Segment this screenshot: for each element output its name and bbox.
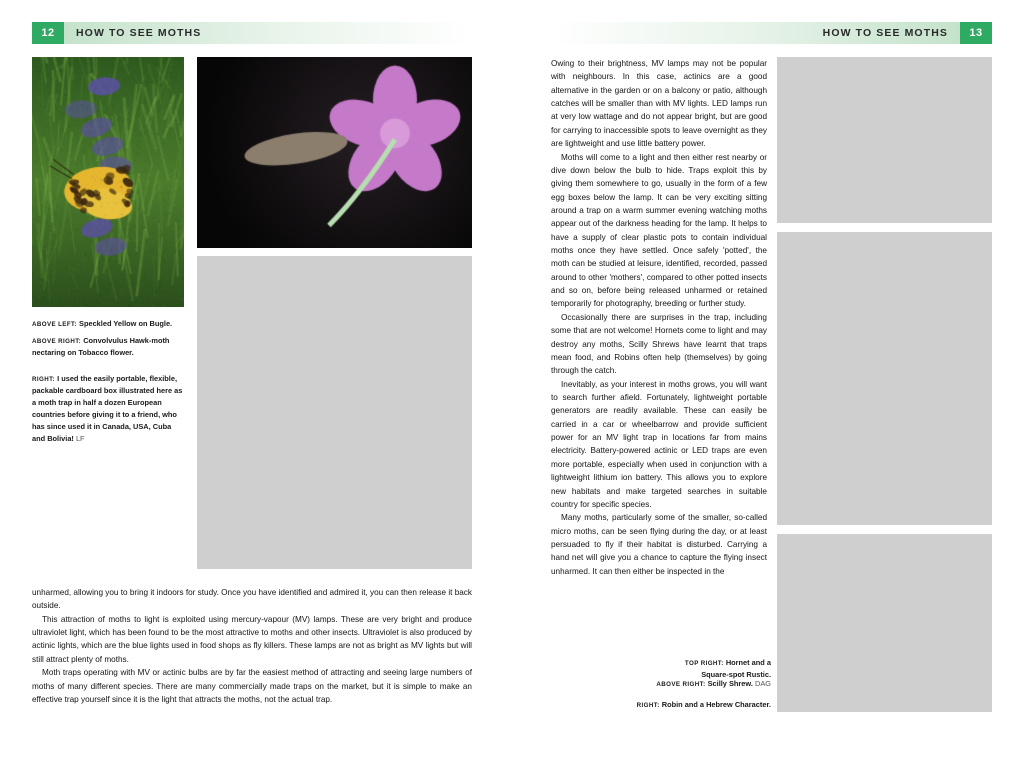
paragraph: Owing to their brightness, MV lamps may not be popular with neighbours. In this case, actinics are a good alternative in the garden or on a balcony or patio, although catches will be smaller than with MV lights. LED lamps run at very low wattage and do not appear bright, but are good for carrying to inaccessible spots to leave overnight as they are lightweight and use little battery power. — [551, 59, 767, 149]
photo-convolvulus-hawk-moth — [197, 57, 472, 248]
photo-speckled-yellow — [32, 57, 184, 307]
caption-lead: RIGHT: — [32, 376, 56, 383]
caption-right-robin — [630, 699, 771, 711]
caption-above-right — [32, 335, 184, 359]
caption-lead: ABOVE RIGHT: — [656, 681, 706, 688]
photo-hornet-square-spot-rustic — [777, 57, 992, 223]
caption-text: Robin and a Hebrew Character. — [659, 700, 771, 709]
left-page-header — [32, 22, 472, 44]
right-page-body-text — [551, 57, 767, 578]
right-page-header — [551, 22, 992, 44]
caption-text: Speckled Yellow on Bugle. — [76, 319, 173, 328]
caption-text: I used the easily portable, flexible, packable cardboard box illustrated here as a moth trap in half a dozen European countries before giving it to a friend, who has since used it in Canada, USA, Cuba and Bolivia! — [32, 374, 183, 443]
left-page-body-text — [32, 586, 472, 706]
photo-moth-trap — [197, 256, 472, 569]
page-gutter — [512, 0, 513, 769]
caption-text: Scilly Shrew. — [705, 679, 753, 688]
paragraph: Inevitably, as your interest in moths grows, you will want to search further afield. Fortunately, lightweight portable generators are readily available. These can easily be carried in a car or wheelbarrow and provide sufficient power for an MV light trap in locations far from mains electricity. Battery-powered actinic or LED traps are even more portable, especially when used in conjunction with a lightweight lithium ion battery. This allows you to explore new habitats and make targeted searches in suitable country for specific species. — [551, 379, 767, 509]
paragraph: Moths will come to a light and then either rest nearby or dive down below the bulb to hide. Traps exploit this by giving them somewhere to go, usually in the form of a few egg boxes below the lamp. It can be very exciting sitting around a trap on a warm summer evening watching moths appear out of the darkness heading for the lamp. It helps to have a supply of clear plastic pots to contain individual moths once they have settled. Once safely 'potted', the moth can be studied at leisure, identified, recorded, passed around to other 'mothers', compared to other potted insects and so on, before being released unharmed or retained temporarily for photography, breeding or further study. — [551, 152, 767, 309]
paragraph: Moth traps operating with MV or actinic bulbs are by far the easiest method of attracting and seeing large numbers of moths of many different species. There are many commercially made traps on the market, but it is simple to make an effective trap yourself since it is the light that attracts the moths, not the actual trap. — [32, 668, 472, 704]
photo-scilly-shrew — [777, 232, 992, 525]
caption-right-trap — [32, 373, 184, 445]
caption-text: Hornet and a Square-spot Rustic. — [701, 658, 771, 680]
right-page-running-head: HOW TO SEE MOTHS — [822, 27, 948, 39]
caption-lead: ABOVE RIGHT: — [32, 338, 82, 345]
left-page-folio: 12 — [32, 22, 64, 44]
caption-lead: TOP RIGHT: — [684, 660, 724, 667]
caption-above-left — [32, 318, 184, 330]
paragraph: Many moths, particularly some of the smaller, so-called micro moths, can be seen flying during the day, or at least persuaded to fly if their habitat is disturbed. Carrying a hand net will give you a chance to capture the flying insect unharmed. It can then either be inspected in the — [551, 513, 767, 576]
caption-lead: RIGHT: — [636, 702, 660, 709]
left-page-running-head: HOW TO SEE MOTHS — [76, 27, 202, 39]
right-page-folio: 13 — [960, 22, 992, 44]
paragraph: Occasionally there are surprises in the trap, including some that are not welcome! Hornets come to light and may destroy any moths, Scilly Shrews have learnt that traps mean food, and Robins often help (themselves) by going through the catch. — [551, 312, 767, 376]
caption-lead: ABOVE LEFT: — [32, 321, 77, 328]
paragraph: unharmed, allowing you to bring it indoors for study. Once you have identified and admired it, you can then release it back outside. — [32, 588, 472, 611]
caption-credit: DAG — [752, 679, 771, 688]
caption-credit: LF — [73, 433, 85, 443]
caption-text: Convolvulus Hawk-moth nectaring on Tobacco flower. — [32, 336, 170, 358]
caption-above-right-shrew — [640, 678, 771, 690]
photo-robin-hebrew-character — [777, 534, 992, 712]
paragraph: This attraction of moths to light is exploited using mercury-vapour (MV) lamps. These are very bright and produce ultraviolet light, which has been found to be the most attractive to moths and other insects. Ultraviolet is also produced by actinic lights, which are the blue lights used in food shops as fly killers. These lamps are not as bright as MV lights but will still attract plenty of moths. — [32, 614, 472, 664]
